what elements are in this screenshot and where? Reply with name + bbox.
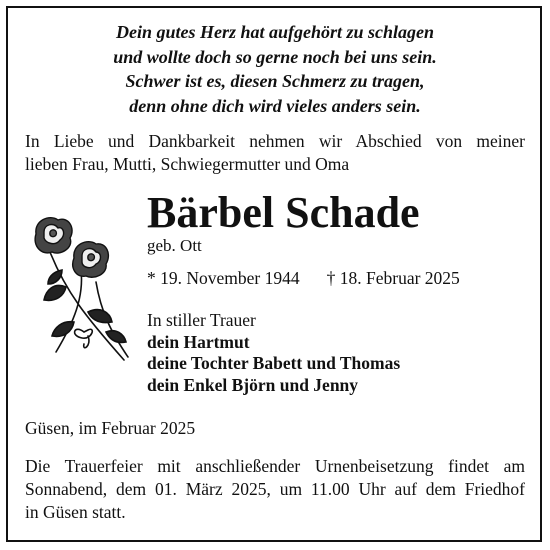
mourner-line: dein Enkel Björn und Jenny: [147, 374, 359, 395]
notice-line: Sonnabend, dem 01. März 2025, um 11.00 Uhr auf dem Friedhof: [25, 479, 525, 499]
farewell-intro: [25, 130, 525, 176]
notice-line: in Güsen statt.: [25, 502, 126, 522]
poem: [0, 20, 550, 118]
birth-name: geb. Ott: [147, 236, 202, 255]
birth-date: * 19. November 1944: [147, 268, 300, 288]
funeral-notice: [25, 455, 525, 524]
poem-line: denn ohne dich wird vieles anders sein.: [129, 95, 421, 116]
poem-line: Dein gutes Herz hat aufgehört zu schlagen: [115, 22, 435, 42]
death-date: † 18. Februar 2025: [326, 268, 460, 288]
mourners-intro: In stiller Trauer: [147, 310, 256, 330]
rose-illustration: [26, 212, 138, 362]
mourners: [147, 310, 400, 396]
notice-line: Die Trauerfeier mit anschließender Urnenbeisetzung findet am: [25, 456, 525, 476]
life-dates: [147, 268, 460, 289]
intro-line: In Liebe und Dankbarkeit nehmen wir Abschied von meiner: [25, 131, 525, 151]
place-date: Güsen, im Februar 2025: [25, 418, 196, 438]
intro-line: lieben Frau, Mutti, Schwiegermutter und Oma: [25, 154, 350, 174]
poem-line: und wollte doch so gerne noch bei uns sein.: [113, 46, 437, 67]
deceased-name: Bärbel Schade: [147, 188, 420, 237]
mourner-line: dein Hartmut: [147, 331, 250, 352]
poem-line: Schwer ist es, diesen Schmerz zu tragen,: [125, 71, 425, 91]
mourner-line: deine Tochter Babett und Thomas: [147, 353, 401, 373]
